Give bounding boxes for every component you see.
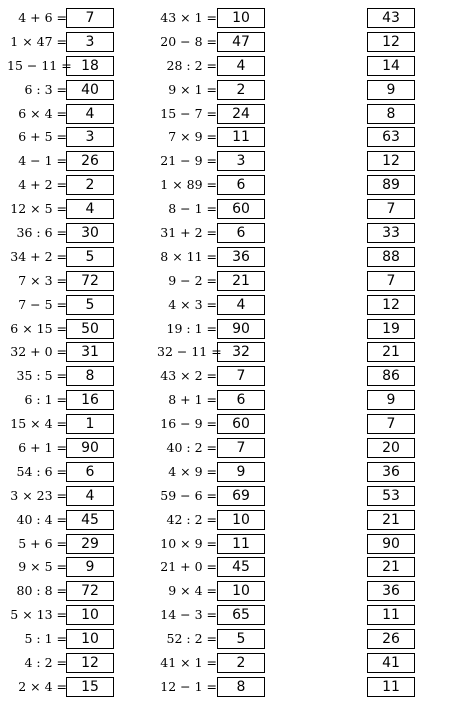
answer-box[interactable]: 5 xyxy=(66,295,114,315)
exercise-expression: 10 × 9 = xyxy=(160,535,217,551)
answer-box[interactable]: 8 xyxy=(66,366,114,386)
exercise-expression: 15 × 4 = xyxy=(10,416,67,432)
answer-box[interactable]: 7 xyxy=(367,414,415,434)
answer-box[interactable]: 8 xyxy=(217,677,265,697)
answer-box[interactable]: 8 xyxy=(367,104,415,124)
answer-box[interactable]: 36 xyxy=(367,462,415,482)
answer-box[interactable]: 1 xyxy=(66,414,114,434)
exercise-expression: 34 + 2 = xyxy=(10,248,67,264)
answer-box[interactable]: 45 xyxy=(217,557,265,577)
answer-box[interactable]: 33 xyxy=(367,223,415,243)
answer-box[interactable]: 2 xyxy=(66,175,114,195)
exercise-expression: 6 : 3 = xyxy=(24,81,67,97)
exercise-expression: 4 + 2 = xyxy=(18,177,67,193)
exercise-expression: 43 × 1 = xyxy=(160,10,217,25)
exercise-expression: 7 × 3 = xyxy=(18,272,67,288)
exercise-expression: 4 × 3 = xyxy=(168,296,217,312)
answer-box[interactable]: 3 xyxy=(66,127,114,147)
answer-box[interactable]: 11 xyxy=(367,605,415,625)
exercise-expression: 15 − 11 = xyxy=(7,57,72,73)
answer-box[interactable]: 3 xyxy=(66,32,114,52)
exercise-expression: 4 − 1 = xyxy=(18,153,67,169)
answer-box[interactable]: 12 xyxy=(367,151,415,171)
exercise-expression: 5 + 6 = xyxy=(18,535,67,551)
exercise-expression: 1 × 47 = xyxy=(10,33,67,49)
exercise-expression: 52 : 2 = xyxy=(166,631,217,647)
answer-box[interactable]: 36 xyxy=(217,247,265,267)
exercise-expression: 40 : 4 = xyxy=(16,511,67,527)
exercise-expression: 16 − 9 = xyxy=(160,416,217,432)
exercise-expression: 5 × 13 = xyxy=(10,607,67,623)
exercise-expression: 6 × 4 = xyxy=(18,105,67,121)
exercise-expression: 9 × 1 = xyxy=(168,81,217,97)
exercise-expression: 40 : 2 = xyxy=(166,440,217,456)
answer-box[interactable]: 90 xyxy=(217,319,265,339)
exercise-expression: 1 × 89 = xyxy=(160,177,217,193)
answer-box[interactable]: 21 xyxy=(367,557,415,577)
answer-box[interactable]: 20 xyxy=(367,438,415,458)
exercise-expression: 42 : 2 = xyxy=(166,511,217,527)
answer-box[interactable]: 19 xyxy=(367,319,415,339)
answer-box[interactable]: 11 xyxy=(217,127,265,147)
exercise-expression: 21 − 9 = xyxy=(160,153,217,169)
exercise-expression: 59 − 6 = xyxy=(160,487,217,503)
exercise-expression: 8 − 1 = xyxy=(168,201,217,217)
answer-box[interactable]: 29 xyxy=(66,534,114,554)
exercise-expression: 5 : 1 = xyxy=(24,631,67,647)
exercise-expression: 14 − 3 = xyxy=(160,607,217,623)
answer-box[interactable]: 7 xyxy=(66,8,114,28)
exercise-expression: 6 + 5 = xyxy=(18,129,67,145)
answer-box[interactable]: 50 xyxy=(66,319,114,339)
answer-box[interactable]: 4 xyxy=(66,104,114,124)
answer-box[interactable]: 47 xyxy=(217,32,265,52)
exercise-expression: 12 × 5 = xyxy=(10,201,67,217)
exercise-expression: 4 + 6 = xyxy=(18,10,67,25)
exercise-expression: 54 : 6 = xyxy=(16,463,67,479)
exercise-expression: 41 × 1 = xyxy=(160,655,217,671)
answer-box[interactable]: 9 xyxy=(367,390,415,410)
answer-box[interactable]: 12 xyxy=(367,32,415,52)
answer-box[interactable]: 10 xyxy=(217,8,265,28)
answer-box[interactable]: 2 xyxy=(217,80,265,100)
answer-box[interactable]: 6 xyxy=(66,462,114,482)
exercise-expression: 7 − 5 = xyxy=(18,296,67,312)
answer-box[interactable]: 9 xyxy=(217,462,265,482)
answer-box[interactable]: 7 xyxy=(217,438,265,458)
answer-box[interactable]: 10 xyxy=(66,605,114,625)
exercise-expression: 19 : 1 = xyxy=(166,320,217,336)
answer-box[interactable]: 65 xyxy=(217,605,265,625)
exercise-expression: 9 × 4 = xyxy=(168,583,217,599)
exercise-expression: 31 + 2 = xyxy=(160,225,217,241)
exercise-expression: 35 : 5 = xyxy=(16,368,67,384)
answer-box[interactable]: 72 xyxy=(66,581,114,601)
answer-box[interactable]: 72 xyxy=(66,271,114,291)
answer-box[interactable]: 86 xyxy=(367,366,415,386)
answer-box[interactable]: 26 xyxy=(66,151,114,171)
answer-box[interactable]: 9 xyxy=(367,80,415,100)
answer-box[interactable]: 43 xyxy=(367,8,415,28)
exercise-expression: 7 × 9 = xyxy=(168,129,217,145)
answer-box[interactable]: 3 xyxy=(217,151,265,171)
answer-box[interactable]: 10 xyxy=(217,581,265,601)
exercise-expression: 8 + 1 = xyxy=(168,392,217,408)
answer-box[interactable]: 7 xyxy=(367,199,415,219)
answer-box[interactable]: 9 xyxy=(66,557,114,577)
answer-box[interactable]: 36 xyxy=(367,581,415,601)
exercise-expression: 3 × 23 = xyxy=(10,487,67,503)
answer-box[interactable]: 10 xyxy=(66,629,114,649)
answer-box[interactable]: 40 xyxy=(66,80,114,100)
answer-box[interactable]: 5 xyxy=(217,629,265,649)
exercise-expression: 2 × 4 = xyxy=(18,678,67,694)
answer-box[interactable]: 63 xyxy=(367,127,415,147)
exercise-expression: 28 : 2 = xyxy=(166,57,217,73)
answer-box[interactable]: 21 xyxy=(217,271,265,291)
answer-box[interactable]: 89 xyxy=(367,175,415,195)
answer-box[interactable]: 5 xyxy=(66,247,114,267)
answer-box[interactable]: 88 xyxy=(367,247,415,267)
exercise-expression: 6 + 1 = xyxy=(18,440,67,456)
answer-box[interactable]: 90 xyxy=(367,534,415,554)
exercise-expression: 4 : 2 = xyxy=(24,655,67,671)
answer-box[interactable]: 12 xyxy=(66,653,114,673)
exercise-expression: 32 − 11 = xyxy=(157,344,222,360)
answer-box[interactable]: 16 xyxy=(66,390,114,410)
answer-box[interactable]: 4 xyxy=(217,56,265,76)
answer-box[interactable]: 21 xyxy=(367,342,415,362)
exercise-expression: 4 × 9 = xyxy=(168,463,217,479)
answer-box[interactable]: 4 xyxy=(217,295,265,315)
exercise-expression: 43 × 2 = xyxy=(160,368,217,384)
exercise-expression: 9 × 5 = xyxy=(18,559,67,575)
answer-box[interactable]: 24 xyxy=(217,104,265,124)
exercise-expression: 21 + 0 = xyxy=(160,559,217,575)
answer-box[interactable]: 18 xyxy=(66,56,114,76)
answer-box[interactable]: 45 xyxy=(66,510,114,530)
answer-box[interactable]: 11 xyxy=(367,677,415,697)
exercise-expression: 12 − 1 = xyxy=(160,678,217,694)
answer-box[interactable]: 26 xyxy=(367,629,415,649)
answer-box[interactable]: 7 xyxy=(367,271,415,291)
exercise-expression: 32 + 0 = xyxy=(10,344,67,360)
answer-box[interactable]: 12 xyxy=(367,295,415,315)
answer-box[interactable]: 4 xyxy=(66,486,114,506)
exercise-expression: 15 − 7 = xyxy=(160,105,217,121)
exercise-expression: 80 : 8 = xyxy=(16,583,67,599)
answer-box[interactable]: 31 xyxy=(66,342,114,362)
answer-box[interactable]: 41 xyxy=(367,653,415,673)
answer-box[interactable]: 21 xyxy=(367,510,415,530)
exercise-expression: 20 − 8 = xyxy=(160,33,217,49)
answer-box[interactable]: 6 xyxy=(217,175,265,195)
answer-box[interactable]: 4 xyxy=(66,199,114,219)
answer-box[interactable]: 6 xyxy=(217,223,265,243)
exercise-expression: 6 × 15 = xyxy=(10,320,67,336)
exercise-expression: 6 : 1 = xyxy=(24,392,67,408)
answer-box[interactable]: 32 xyxy=(217,342,265,362)
exercise-expression: 36 : 6 = xyxy=(16,225,67,241)
answer-box[interactable]: 14 xyxy=(367,56,415,76)
answer-box[interactable]: 53 xyxy=(367,486,415,506)
answer-box[interactable]: 11 xyxy=(217,534,265,554)
exercise-expression: 9 − 2 = xyxy=(168,272,217,288)
answer-box[interactable]: 90 xyxy=(66,438,114,458)
answer-box[interactable]: 30 xyxy=(66,223,114,243)
exercise-expression: 8 × 11 = xyxy=(160,248,217,264)
answer-box[interactable]: 15 xyxy=(66,677,114,697)
answer-box[interactable]: 60 xyxy=(217,199,265,219)
answer-box[interactable]: 7 xyxy=(217,366,265,386)
answer-box[interactable]: 69 xyxy=(217,486,265,506)
answer-box[interactable]: 6 xyxy=(217,390,265,410)
answer-box[interactable]: 60 xyxy=(217,414,265,434)
answer-box[interactable]: 10 xyxy=(217,510,265,530)
answer-box[interactable]: 2 xyxy=(217,653,265,673)
